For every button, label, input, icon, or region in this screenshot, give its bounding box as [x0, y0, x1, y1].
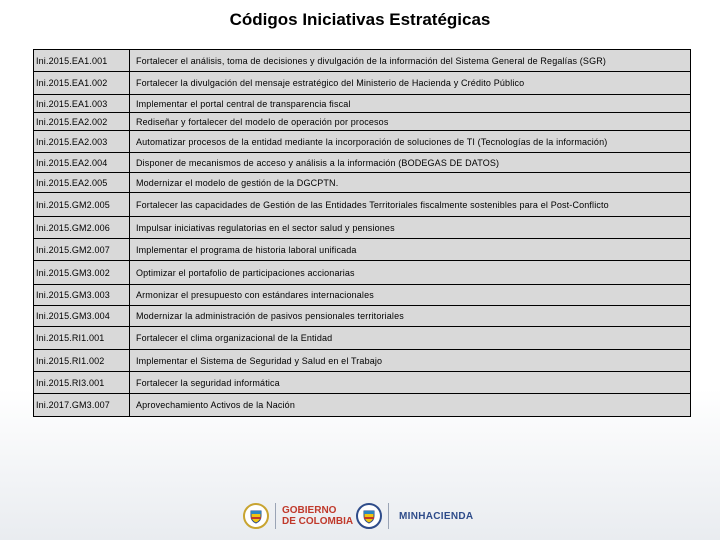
minhacienda-label: MINHACIENDA — [399, 510, 474, 522]
initiative-description: Implementar el portal central de transparencia fiscal — [130, 95, 691, 113]
initiative-code: Ini.2015.EA2.005 — [34, 173, 130, 193]
gobierno-line2: DE COLOMBIA — [282, 516, 354, 527]
initiative-description: Armonizar el presupuesto con estándares internacionales — [130, 285, 691, 306]
initiative-description: Fortalecer el análisis, toma de decisiones y divulgación de la información del Sistema General de Regalías (SGR) — [130, 50, 691, 72]
initiative-code: Ini.2015.EA2.004 — [34, 153, 130, 173]
initiatives-table — [33, 49, 691, 417]
initiative-code: Ini.2015.GM2.005 — [34, 193, 130, 217]
page-title: Códigos Iniciativas Estratégicas — [229, 10, 491, 29]
initiative-description: Optimizar el portafolio de participaciones accionarias — [130, 261, 691, 285]
coat-of-arms-icon — [356, 503, 382, 529]
initiative-code: Ini.2015.EA1.003 — [34, 95, 130, 113]
table-row — [34, 113, 691, 131]
initiative-code: Ini.2015.RI1.001 — [34, 327, 130, 350]
initiative-description: Modernizar el modelo de gestión de la DGCPTN. — [130, 173, 691, 193]
initiative-description: Implementar el Sistema de Seguridad y Salud en el Trabajo — [130, 350, 691, 372]
table-row — [34, 394, 691, 417]
table-row — [34, 50, 691, 72]
table-row — [34, 173, 691, 193]
table-row — [34, 153, 691, 173]
table-row — [34, 350, 691, 372]
initiative-description: Implementar el programa de historia laboral unificada — [130, 239, 691, 261]
initiative-code: Ini.2015.GM2.007 — [34, 239, 130, 261]
initiative-description: Disponer de mecanismos de acceso y análisis a la información (BODEGAS DE DATOS) — [130, 153, 691, 173]
initiative-description: Fortalecer las capacidades de Gestión de las Entidades Territoriales fiscalmente sostenibles para el Post-Conflicto — [130, 193, 691, 217]
footer — [0, 500, 720, 536]
initiative-code: Ini.2015.GM3.004 — [34, 306, 130, 327]
gobierno-logo — [243, 503, 353, 529]
initiative-code: Ini.2015.RI1.002 — [34, 350, 130, 372]
table-row — [34, 95, 691, 113]
initiative-code: Ini.2015.GM3.002 — [34, 261, 130, 285]
table-row — [34, 239, 691, 261]
initiative-code: Ini.2015.RI3.001 — [34, 372, 130, 394]
table-row — [34, 217, 691, 239]
initiative-code: Ini.2015.EA1.001 — [34, 50, 130, 72]
table-row — [34, 72, 691, 95]
initiative-description: Fortalecer la seguridad informática — [130, 372, 691, 394]
initiative-description: Aprovechamiento Activos de la Nación — [130, 394, 691, 417]
initiative-code: Ini.2015.GM3.003 — [34, 285, 130, 306]
initiative-description: Automatizar procesos de la entidad mediante la incorporación de soluciones de TI (Tecnologías de la información) — [130, 131, 691, 153]
table-row — [34, 285, 691, 306]
initiative-code: Ini.2015.EA2.002 — [34, 113, 130, 131]
minhacienda-logo — [356, 503, 473, 529]
table-row — [34, 131, 691, 153]
gobierno-line1: GOBIERNO — [282, 505, 337, 516]
initiative-description: Impulsar iniciativas regulatorias en el sector salud y pensiones — [130, 217, 691, 239]
table-row — [34, 306, 691, 327]
table-row — [34, 327, 691, 350]
table-row — [34, 261, 691, 285]
initiative-description: Fortalecer la divulgación del mensaje estratégico del Ministerio de Hacienda y Crédito Público — [130, 72, 691, 95]
initiative-code: Ini.2015.EA2.003 — [34, 131, 130, 153]
table-row — [34, 193, 691, 217]
initiative-description: Rediseñar y fortalecer del modelo de operación por procesos — [130, 113, 691, 131]
table-row — [34, 372, 691, 394]
initiative-description: Fortalecer el clima organizacional de la Entidad — [130, 327, 691, 350]
initiative-code: Ini.2015.GM2.006 — [34, 217, 130, 239]
coat-of-arms-icon — [243, 503, 269, 529]
initiative-code: Ini.2015.EA1.002 — [34, 72, 130, 95]
initiative-description: Modernizar la administración de pasivos pensionales territoriales — [130, 306, 691, 327]
initiative-code: Ini.2017.GM3.007 — [34, 394, 130, 417]
